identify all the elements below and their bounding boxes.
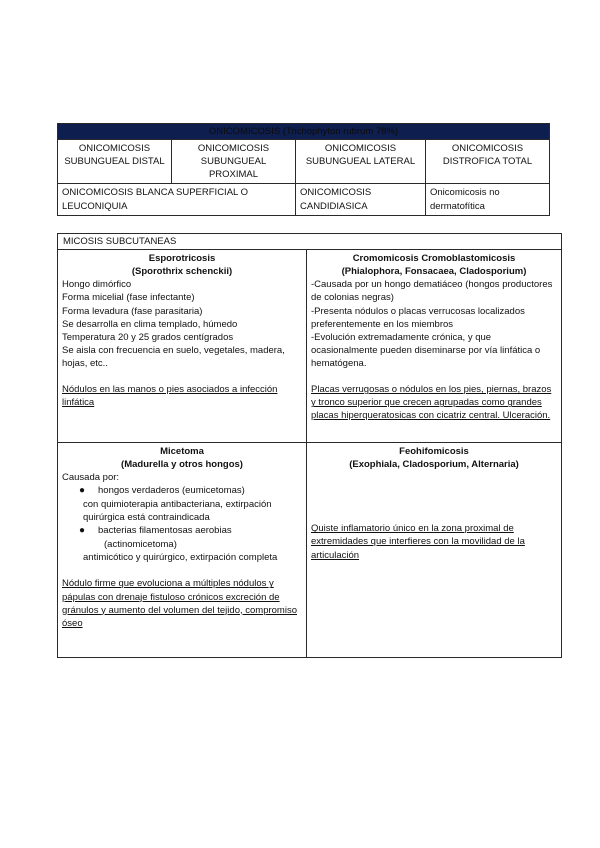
cromomicosis-line: -Evolución extremadamente crónica, y que ocasionalmente pueden diseminarse por vía linfática o hematógena.: [311, 331, 541, 369]
micetoma-note: con quimioterapia antibacteriana, extirpación: [83, 499, 272, 511]
esporotricosis-line: Temperatura 20 y 25 grados centígrados: [62, 331, 234, 343]
feohifomicosis-clinical: Quiste inflamatorio único en la zona proximal de extremidades que interfieres con la movilidad de la articulación: [311, 523, 525, 561]
type-candidiasica: ONICOMICOSIS CANDIDIASICA: [296, 184, 426, 215]
esporotricosis-line: Forma levadura (fase parasitaria): [62, 305, 203, 317]
micetoma-cause-label: Causada por:: [62, 472, 120, 484]
micetoma-title: Micetoma: [160, 446, 204, 458]
micetoma-bullet-text: bacterias filamentosas aerobias: [98, 525, 232, 537]
micetoma-bullet-sub: (actinomicetoma): [104, 539, 177, 551]
cromomicosis-clinical: Placas verrugosas o nódulos en los pies, piernas, brazos y tronco superior que crecen agrupadas como grandes placas hiperqueratosicas con cicatriz central. Ulceración.: [311, 384, 552, 422]
esporotricosis-line: Hongo dimórfico: [62, 279, 132, 291]
type-subungueal-distal: ONICOMICOSIS SUBUNGUEAL DISTAL: [58, 140, 172, 184]
bullet-icon: ●: [79, 525, 86, 537]
type-subungueal-lateral: ONICOMICOSIS SUBUNGUEAL LATERAL: [296, 140, 426, 184]
type-distrofica-total: ONICOMICOSIS DISTROFICA TOTAL: [426, 140, 550, 184]
cromomicosis-subtitle: (Phialophora, Fonsacaea, Cladosporium): [341, 266, 527, 278]
onicomicosis-table: [57, 123, 550, 216]
micetoma-note: quirúrgica está contraindicada: [83, 512, 210, 524]
micetoma-subtitle: (Madurella y otros hongos): [121, 459, 243, 471]
micosis-subcutaneas-table: [57, 233, 562, 658]
micetoma-bullet: [62, 484, 302, 498]
section-title: MICOSIS SUBCUTANEAS: [58, 234, 562, 250]
cromomicosis-cell: [307, 250, 562, 443]
feohifomicosis-subtitle: (Exophiala, Cladosporium, Alternaria): [349, 459, 519, 471]
micetoma-bullet: [62, 524, 302, 538]
micetoma-note: antimicótico y quirúrgico, extirpación completa: [83, 552, 278, 564]
cromomicosis-line: -Causada por un hongo dematiáceo (hongos productores de colonias negras): [311, 279, 553, 304]
onicomicosis-header: ONICOMICOSIS (Trichophyton rubrum 78%): [58, 124, 550, 140]
esporotricosis-line: Forma micelial (fase infectante): [62, 292, 195, 304]
micetoma-bullet-text: hongos verdaderos (eumicetomas): [98, 485, 245, 497]
cromomicosis-title: Cromomicosis Cromoblastomicosis: [352, 253, 516, 265]
micetoma-clinical: Nódulo firme que evoluciona a múltiples nódulos y pápulas con drenaje fistuloso crónicos excreción de gránulos y aumento del volumen del tejido, compromiso óseo: [62, 578, 297, 629]
esporotricosis-cell: [58, 250, 307, 443]
esporotricosis-line: Se desarrolla en clima templado, húmedo: [62, 318, 238, 330]
type-blanca-superficial: ONICOMICOSIS BLANCA SUPERFICIAL O LEUCONIQUIA: [58, 184, 296, 215]
esporotricosis-title: Esporotricosis: [148, 253, 216, 265]
esporotricosis-clinical: Nódulos en las manos o pies asociados a infección linfática: [62, 384, 278, 409]
feohifomicosis-cell: [307, 443, 562, 658]
type-no-dermatofitica: Onicomicosis no dermatofítica: [426, 184, 550, 215]
esporotricosis-subtitle: (Sporothrix schenckii): [131, 266, 233, 278]
esporotricosis-line: Se aisla con frecuencia en suelo, vegetales, madera, hojas, etc..: [62, 344, 285, 369]
feohifomicosis-title: Feohifomicosis: [399, 446, 469, 458]
type-subungueal-proximal: ONICOMICOSIS SUBUNGUEAL PROXIMAL: [172, 140, 296, 184]
bullet-icon: ●: [79, 485, 86, 497]
cromomicosis-line: -Presenta nódulos o placas verrucosas localizados preferentemente en los miembros: [311, 305, 525, 330]
micetoma-cell: [58, 443, 307, 658]
